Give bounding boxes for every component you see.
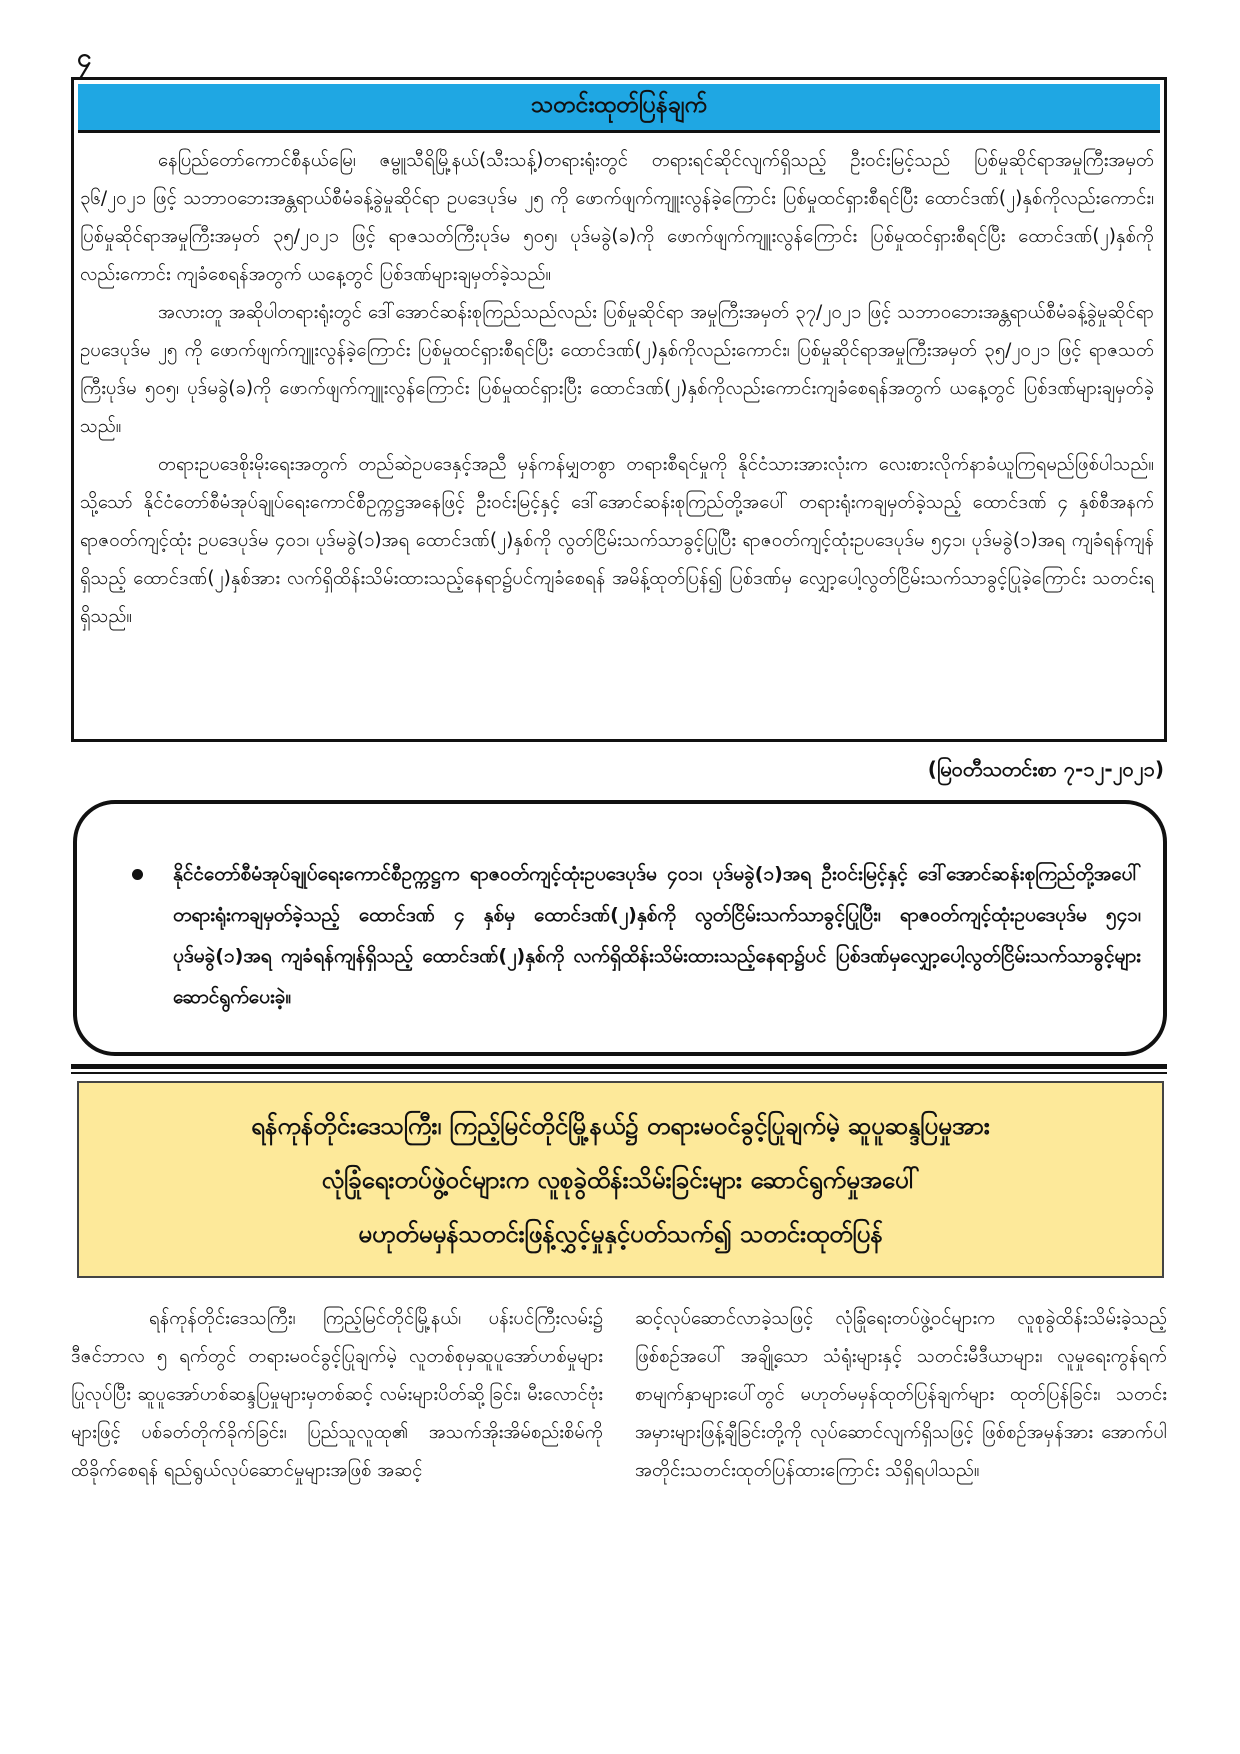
callout-text: နိုင်ငံတော်စီမံအုပ်ချုပ်ရေးကောင်စီဥက္ကဋ္ဌက ရာဇဝတ်ကျင့်ထုံးဥပဒေပုဒ်မ ၄၀၁၊ ပုဒ်မခွဲ(၁)အရ ဦးဝင်းမြင့်နှင့် ဒေါ်အောင်ဆန်းစုကြည်တို့အပေါ် တရားရုံးကချမှတ်ခဲ့သည့် ထောင်ဒဏ် ၄ နှစ်မှ ထောင်ဒဏ်(၂)နှစ်ကို လွတ်ငြိမ်းသက်သာခွင့်ပြုပြီး၊ ရာဇဝတ်ကျင့်ထုံးဥပဒေပုဒ်မ ၅၄၁၊ ပုဒ်မခွဲ(၁)အရ ကျခံရန်ကျန်ရှိသည့် ထောင်ဒဏ်(၂)နှစ်ကို လက်ရှိထိန်းသိမ်းထားသည့်နေရာ၌ပင် ပြစ်ဒဏ်မှလျှော့ပေါ့လွတ်ငြိမ်းသက်သာခွင့်များ ဆောင်ရွက်ပေးခဲ့။	[173, 863, 1141, 1008]
headline-line-1: ရန်ကုန်တိုင်းဒေသကြီး၊ ကြည့်မြင်တိုင်မြို့နယ်၌ တရားမဝင်ခွင့်ပြုချက်မဲ့ ဆူပူဆန္ဒပြမှုအား	[251, 1111, 990, 1140]
news-paragraph-2: အလားတူ အဆိုပါတရားရုံးတွင် ဒေါ်အောင်ဆန်းစုကြည်သည်လည်း ပြစ်မှုဆိုင်ရာ အမှုကြီးအမှတ် ၃၇/၂၀၂၁ ဖြင့် သဘာဝဘေးအန္တရာယ်စီမံခန့်ခွဲမှုဆိုင်ရာ ဥပဒေပုဒ်မ ၂၅ ကို ဖောက်ဖျက်ကျူးလွန်ခဲ့ကြောင်း ပြစ်မှုထင်ရှားစီရင်ပြီး ထောင်ဒဏ်(၂)နှစ်ကိုလည်းကောင်း၊ ပြစ်မှုဆိုင်ရာအမှုကြီးအမှတ် ၃၅/၂၀၂၁ ဖြင့် ရာဇသတ်ကြီးပုဒ်မ ၅၀၅၊ ပုဒ်မခွဲ(ခ)ကို ဖောက်ဖျက်ကျူးလွန်ကြောင်း ပြစ်မှုထင်ရှားပြီး ထောင်ဒဏ်(၂)နှစ်ကိုလည်းကောင်းကျခံစေရန်အတွက် ယနေ့တွင် ပြစ်ဒဏ်များချမှတ်ခဲ့သည်။	[80, 302, 1154, 437]
article-headline	[251, 1099, 990, 1261]
headline-line-3: မဟုတ်မမှန်သတင်းဖြန့်လွှင့်မှုနှင့်ပတ်သက်၍ သတင်းထုတ်ပြန်	[358, 1219, 883, 1248]
news-release-header: သတင်းထုတ်ပြန်ချက်	[78, 84, 1160, 133]
news-release-body	[80, 142, 1154, 731]
article-headline-box	[77, 1081, 1164, 1278]
news-paragraph-3: တရားဥပဒေစိုးမိုးရေးအတွက် တည်ဆဲဥပဒေနှင့်အညီ မှန်ကန်မျှတစွာ တရားစီရင်မှုကို နိုင်ငံသားအားလုံးက လေးစားလိုက်နာခံယူကြရမည်ဖြစ်ပါသည်။ သို့သော် နိုင်ငံတော်စီမံအုပ်ချုပ်ရေးကောင်စီဥက္ကဋ္ဌအနေဖြင့် ဦးဝင်းမြင့်နှင့် ဒေါ်အောင်ဆန်းစုကြည်တို့အပေါ် တရားရုံးကချမှတ်ခဲ့သည့် ထောင်ဒဏ် ၄ နှစ်စီအနက် ရာဇဝတ်ကျင့်ထုံး ဥပဒေပုဒ်မ ၄၀၁၊ ပုဒ်မခွဲ(၁)အရ ထောင်ဒဏ်(၂)နှစ်ကို လွတ်ငြိမ်းသက်သာခွင့်ပြုပြီး ရာဇဝတ်ကျင့်ထုံးဥပဒေပုဒ်မ ၅၄၁၊ ပုဒ်မခွဲ(၁)အရ ကျခံရန်ကျန်ရှိသည့် ထောင်ဒဏ်(၂)နှစ်အား လက်ရှိထိန်းသိမ်းထားသည့်နေရာ၌ပင်ကျခံစေရန် အမိန့်ထုတ်ပြန်၍ ပြစ်ဒဏ်မှ လျှော့ပေါ့လွတ်ငြိမ်းသက်သာခွင့်ပြုခဲ့ကြောင်း သတင်းရရှိသည်။	[80, 454, 1154, 627]
callout-bullet-item	[132, 854, 1141, 1018]
section-divider	[71, 1064, 1167, 1069]
news-paragraph-1: နေပြည်တော်ကောင်စီနယ်မြေ၊ ဇမ္ဗူသီရိမြို့နယ်(သီးသန့်)တရားရုံးတွင် တရားရင်ဆိုင်လျက်ရှိသည့် ဦးဝင်းမြင့်သည် ပြစ်မှုဆိုင်ရာအမှုကြီးအမှတ် ၃၆/၂၀၂၁ ဖြင့် သဘာဝဘေးအန္တရာယ်စီမံခန့်ခွဲမှုဆိုင်ရာ ဥပဒေပုဒ်မ ၂၅ ကို ဖောက်ဖျက်ကျူးလွန်ခဲ့ကြောင်း ပြစ်မှုထင်ရှားစီရင်ပြီး ထောင်ဒဏ်(၂)နှစ်ကိုလည်းကောင်း၊ ပြစ်မှုဆိုင်ရာအမှုကြီးအမှတ် ၃၅/၂၀၂၁ ဖြင့် ရာဇသတ်ကြီးပုဒ်မ ၅၀၅၊ ပုဒ်မခွဲ(ခ)ကို ဖောက်ဖျက်ကျူးလွန်ကြောင်း ပြစ်မှုထင်ရှားစီရင်ပြီး ထောင်ဒဏ်(၂)နှစ်ကိုလည်းကောင်း ကျခံစေရန်အတွက် ယနေ့တွင် ပြစ်ဒဏ်များချမှတ်ခဲ့သည်။	[80, 150, 1154, 285]
page-number: ၄	[77, 43, 92, 73]
bullet-icon	[132, 869, 143, 880]
highlight-callout-box	[73, 800, 1167, 1056]
source-citation: (မြဝတီသတင်းစာ ၇-၁၂-၂၀၂၁)	[927, 757, 1164, 781]
article-column-left: ရန်ကုန်တိုင်းဒေသကြီး၊ ကြည့်မြင်တိုင်မြို့နယ်၊ ပန်းပင်ကြီးလမ်း၌ ဒီဇင်ဘာလ ၅ ရက်တွင် တရားမဝင်ခွင့်ပြုချက်မဲ့ လူတစ်စုမှဆူပူအော်ဟစ်မှုများပြုလုပ်ပြီး ဆူပူအော်ဟစ်ဆန္ဒပြမှုများမှတစ်ဆင့် လမ်းများပိတ်ဆို့ခြင်း၊ မီးလောင်ဗုံးများဖြင့် ပစ်ခတ်တိုက်ခိုက်ခြင်း၊ ပြည်သူလူထု၏ အသက်အိုးအိမ်စည်းစိမ်ကို ထိခိုက်စေရန် ရည်ရွယ်လုပ်ဆောင်မှုများအဖြစ် အဆင့်	[71, 1308, 603, 1481]
article-body	[71, 1300, 1167, 1490]
news-release-box	[71, 77, 1167, 742]
headline-line-2: လုံခြုံရေးတပ်ဖွဲ့ဝင်များက လူစုခွဲထိန်းသိမ်းခြင်းများ ဆောင်ရွက်မှုအပေါ်	[321, 1165, 920, 1194]
article-column-right: ဆင့်လုပ်ဆောင်လာခဲ့သဖြင့် လုံခြုံရေးတပ်ဖွဲ့ဝင်များက လူစုခွဲထိန်းသိမ်းခဲ့သည့်ဖြစ်စဉ်အပေါ် အချို့သော သံရုံးများနှင့် သတင်းမီဒီယာများ၊ လူမှုရေးကွန်ရက်စာမျက်နှာများပေါ်တွင် မဟုတ်မမှန်ထုတ်ပြန်ချက်များ ထုတ်ပြန်ခြင်း၊ သတင်းအမှားများဖြန့်ချီခြင်းတို့ကို လုပ်ဆောင်လျက်ရှိသဖြင့် ဖြစ်စဉ်အမှန်အား အောက်ပါအတိုင်းသတင်းထုတ်ပြန်ထားကြောင်း သိရှိရပါသည်။	[635, 1308, 1167, 1481]
section-divider-thin	[71, 1072, 1167, 1074]
